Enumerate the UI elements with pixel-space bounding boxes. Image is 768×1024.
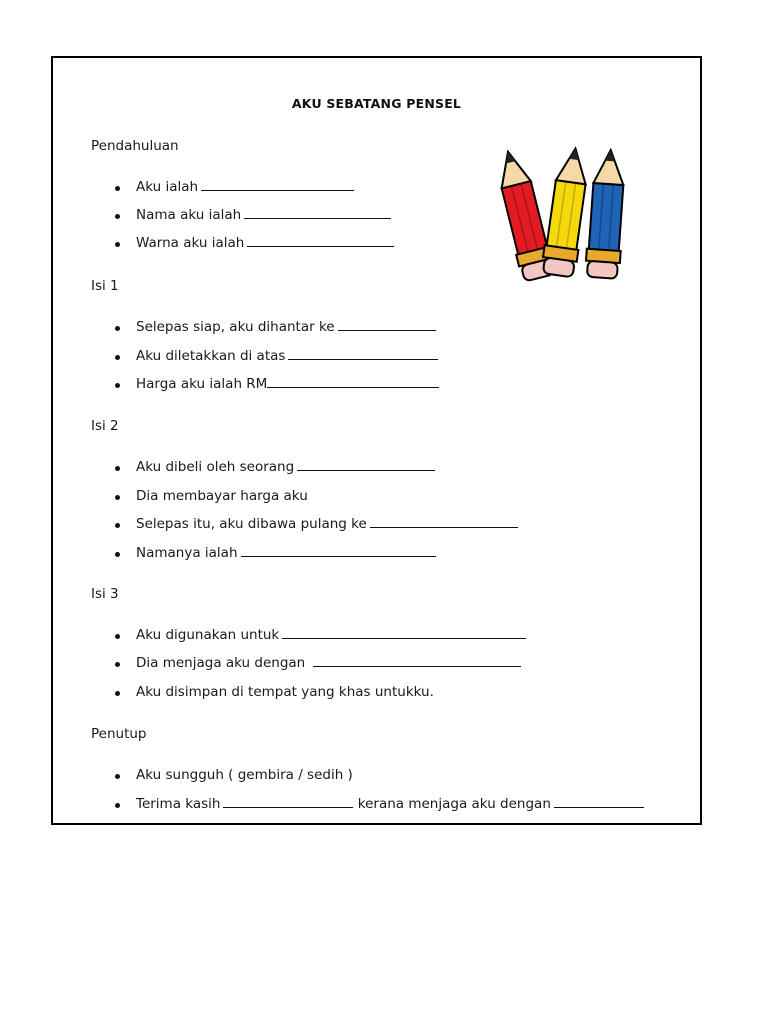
three-pencils-icon: [491, 146, 641, 288]
list-item: [115, 796, 644, 812]
bullet-icon: [115, 242, 120, 247]
item-text: Aku disimpan di tempat yang khas untukku.: [136, 684, 434, 700]
bullet-icon: [115, 355, 120, 360]
answer-blank[interactable]: [241, 555, 436, 557]
bullet-icon: [115, 774, 120, 779]
section-heading-isi-3: Isi 3: [91, 586, 119, 602]
item-text: Nama aku ialah: [136, 207, 242, 223]
list-item: [115, 684, 434, 700]
list-item: [115, 767, 353, 783]
section-heading-isi-1: Isi 1: [91, 278, 119, 294]
item-text: Harga aku ialah RM: [136, 376, 268, 392]
list-item: [115, 179, 354, 195]
item-text: Aku digunakan untuk: [136, 627, 280, 643]
item-text: Aku dibeli oleh seorang: [136, 459, 295, 475]
bullet-icon: [115, 552, 120, 557]
list-item: [115, 545, 436, 561]
bullet-icon: [115, 662, 120, 667]
list-item: [115, 235, 394, 251]
answer-blank[interactable]: [288, 358, 438, 360]
answer-blank[interactable]: [313, 665, 521, 667]
section-heading-pendahuluan: Pendahuluan: [91, 138, 179, 154]
item-text: Dia membayar harga aku: [136, 488, 308, 504]
bullet-icon: [115, 326, 120, 331]
item-text: Terima kasih: [136, 796, 221, 812]
item-text: Aku ialah: [136, 179, 199, 195]
list-item: [115, 319, 436, 335]
item-text: Aku diletakkan di atas: [136, 348, 286, 364]
answer-blank[interactable]: [244, 217, 391, 219]
bullet-icon: [115, 466, 120, 471]
list-item: [115, 627, 526, 643]
blue-pencil-icon: [585, 149, 628, 279]
item-text: Selepas siap, aku dihantar ke: [136, 319, 335, 335]
bullet-icon: [115, 691, 120, 696]
list-item: [115, 655, 521, 671]
list-item: [115, 348, 438, 364]
bullet-icon: [115, 523, 120, 528]
answer-blank[interactable]: [247, 245, 394, 247]
yellow-pencil-icon: [541, 146, 592, 277]
answer-blank[interactable]: [223, 806, 353, 808]
item-text: Namanya ialah: [136, 545, 238, 561]
list-item: [115, 376, 439, 392]
bullet-icon: [115, 383, 120, 388]
answer-blank[interactable]: [338, 329, 436, 331]
bullet-icon: [115, 186, 120, 191]
item-text-continued: kerana menjaga aku dengan: [357, 796, 551, 812]
list-item: [115, 459, 435, 475]
answer-blank[interactable]: [370, 526, 518, 528]
answer-blank[interactable]: [201, 189, 354, 191]
item-text: Warna aku ialah: [136, 235, 245, 251]
answer-blank[interactable]: [282, 637, 526, 639]
worksheet-frame: [51, 56, 702, 825]
bullet-icon: [115, 495, 120, 500]
bullet-icon: [115, 803, 120, 808]
item-text: Selepas itu, aku dibawa pulang ke: [136, 516, 367, 532]
list-item: [115, 488, 308, 504]
list-item: [115, 516, 518, 532]
item-text: Dia menjaga aku dengan: [136, 655, 306, 671]
bullet-icon: [115, 634, 120, 639]
bullet-icon: [115, 214, 120, 219]
answer-blank[interactable]: [554, 806, 644, 808]
list-item: [115, 207, 391, 223]
section-heading-isi-2: Isi 2: [91, 418, 119, 434]
item-text: Aku sungguh ( gembira / sedih ): [136, 767, 353, 783]
worksheet-title: AKU SEBATANG PENSEL: [291, 96, 462, 111]
section-heading-penutup: Penutup: [91, 726, 147, 742]
answer-blank[interactable]: [267, 386, 439, 388]
answer-blank[interactable]: [297, 469, 435, 471]
